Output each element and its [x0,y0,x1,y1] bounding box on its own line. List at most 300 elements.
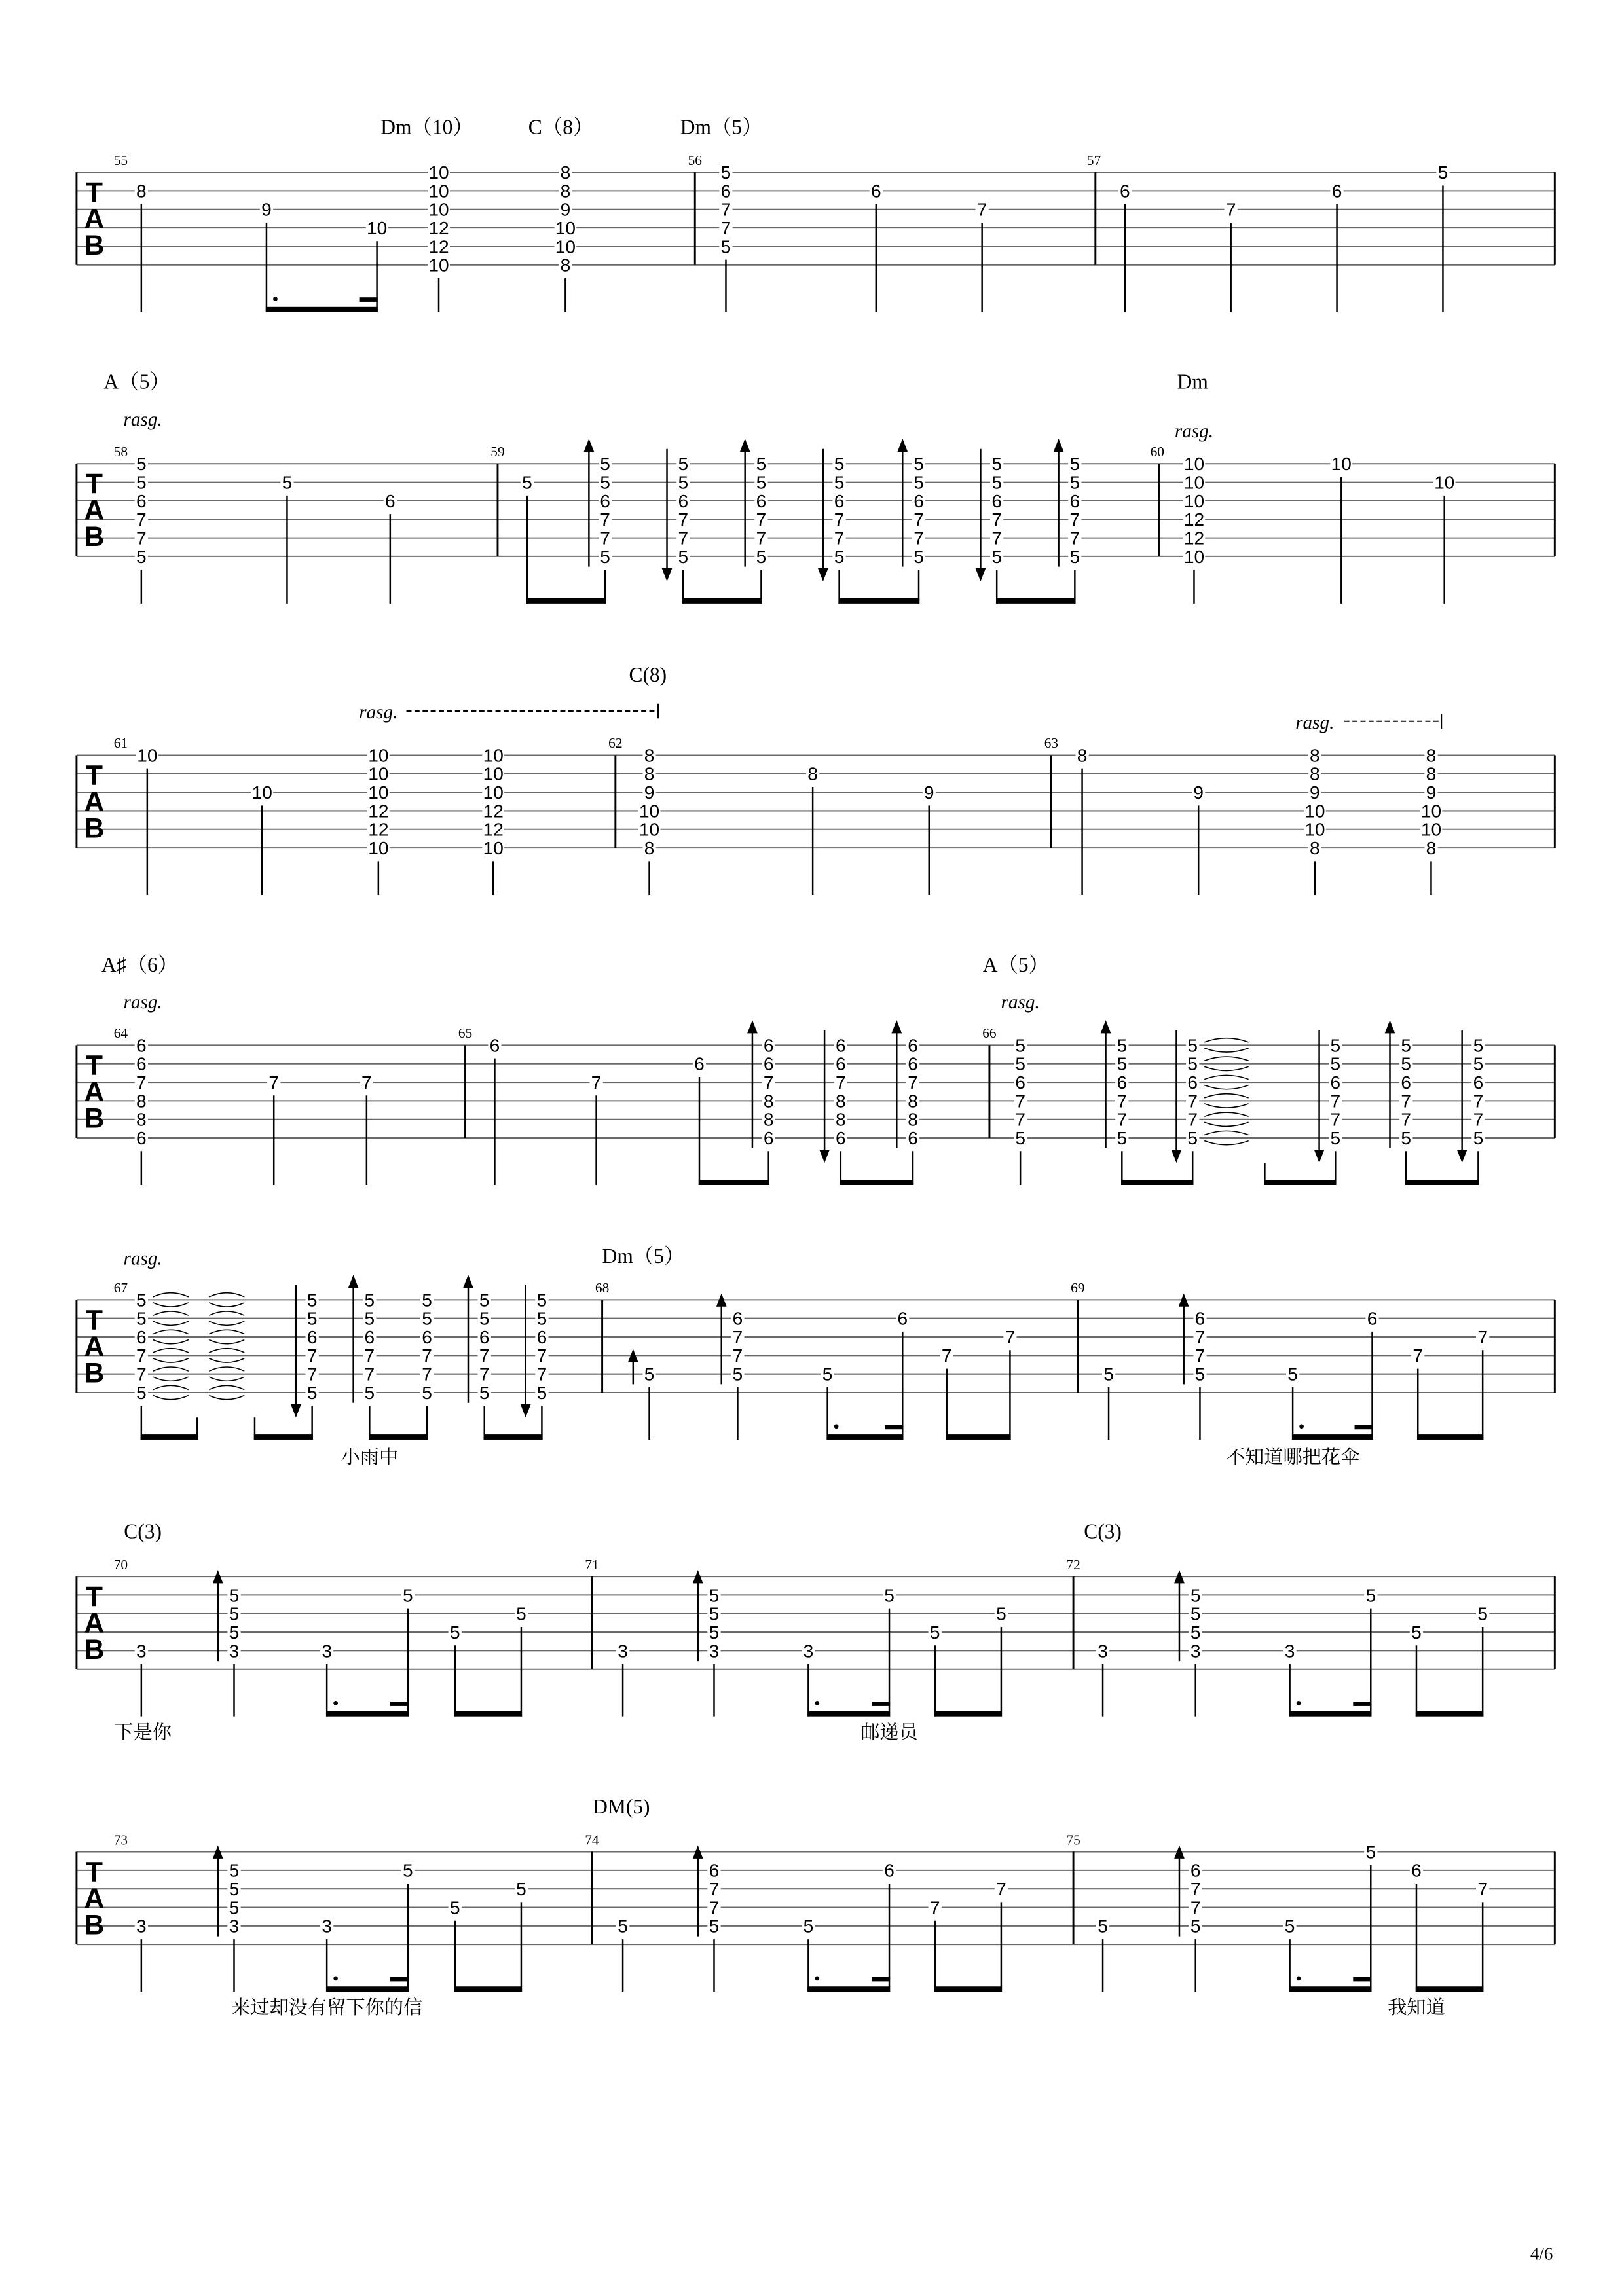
tab-clef-letter: T [85,177,103,209]
fret-number: 5 [822,1364,833,1385]
fret-number: 10 [555,236,576,257]
fret-number: 7 [1477,1879,1488,1900]
fret-number: 3 [618,1641,628,1662]
tab-clef-letter: B [84,1633,105,1666]
fret-number: 5 [600,546,610,567]
fret-number: 5 [991,472,1002,493]
lyric-text: 小雨中 [341,1446,399,1468]
chord-label: Dm（5） [602,1245,685,1268]
fret-number: 10 [368,782,389,803]
measure-number: 67 [113,1280,128,1296]
fret-number: 10 [1183,454,1205,475]
fret-number: 5 [229,1585,240,1606]
fret-number: 7 [361,1072,372,1093]
fret-number: 9 [644,782,655,803]
fret-number: 5 [449,1897,460,1918]
fret-number: 6 [756,490,767,511]
lyric-text: 邮递员 [860,1722,918,1743]
fret-number: 12 [1183,509,1205,530]
fret-number: 10 [1434,472,1455,493]
fret-number: 8 [1077,745,1088,766]
fret-number: 7 [536,1345,547,1366]
fret-number: 5 [929,1622,940,1643]
fret-number: 6 [694,1053,705,1074]
fret-number: 7 [136,1072,147,1093]
fret-number: 8 [763,1091,774,1112]
fret-number: 10 [1331,454,1352,475]
fret-number: 10 [368,745,389,766]
sixteenth-beam [1353,1977,1371,1982]
fret-number: 6 [1194,1308,1206,1329]
fret-number: 7 [1015,1109,1025,1130]
fret-number: 5 [834,472,845,493]
fret-number: 5 [1187,1127,1198,1148]
measure-number: 71 [585,1556,599,1573]
fret-number: 5 [1190,1603,1201,1624]
tab-clef-letter: B [84,1357,105,1389]
fret-number: 9 [560,199,571,220]
fret-number: 5 [834,546,845,567]
fret-number: 5 [913,546,924,567]
fret-number: 5 [1437,162,1449,183]
lyric-text: 不知道哪把花伞 [1225,1446,1360,1468]
fret-number: 7 [834,528,845,549]
fret-number: 5 [136,1382,147,1403]
fret-number: 5 [1401,1053,1412,1074]
fret-number: 6 [834,490,845,511]
beam [1417,1434,1483,1440]
fret-number: 5 [1187,1035,1198,1056]
fret-number: 5 [229,1603,240,1624]
rhythm-dot [333,1977,338,1981]
fret-number: 7 [1116,1109,1128,1130]
fret-number: 7 [1015,1091,1025,1112]
fret-number: 7 [364,1364,375,1385]
fret-number: 5 [306,1382,318,1403]
fret-number: 8 [560,162,571,183]
measure-number: 62 [608,735,623,752]
beam [934,1986,1002,1992]
rhythm-dot [333,1701,338,1705]
beam [682,598,762,604]
fret-number: 6 [897,1308,908,1329]
sixteenth-beam [872,1702,890,1706]
fret-number: 5 [1365,1842,1376,1863]
fret-number: 7 [536,1364,547,1385]
fret-number: 8 [908,1109,918,1130]
beam [996,598,1075,604]
measure-number: 59 [490,444,505,460]
fret-number: 7 [600,509,610,530]
fret-number: 5 [1116,1035,1128,1056]
fret-number: 7 [1069,528,1080,549]
fret-number: 10 [638,801,660,822]
fret-number: 5 [1330,1053,1341,1074]
fret-number: 12 [483,801,504,822]
measure-number: 70 [113,1556,128,1573]
page-number: 4/6 [1530,2244,1553,2264]
fret-number: 6 [1119,181,1130,202]
fret-number: 5 [1473,1127,1484,1148]
fret-number: 8 [763,1109,774,1130]
chord-label: C（8） [528,115,594,139]
rhythm-dot [815,1701,819,1705]
fret-number: 5 [402,1585,413,1606]
fret-number: 5 [996,1603,1006,1624]
fret-number: 5 [364,1290,375,1311]
fret-number: 9 [261,199,272,220]
fret-number: 5 [1194,1364,1206,1385]
fret-number: 5 [720,236,731,257]
fret-number: 8 [644,763,655,784]
measure-number: 58 [113,444,128,460]
fret-number: 7 [732,1345,743,1366]
fret-number: 6 [1069,490,1080,511]
lyric-text: 下是你 [114,1722,172,1743]
tab-clef-letter: A [84,494,105,526]
fret-number: 5 [1069,546,1080,567]
fret-number: 5 [1116,1053,1128,1074]
fret-number: 6 [678,490,689,511]
fret-number: 6 [136,1053,147,1074]
fret-number: 7 [136,1345,147,1366]
fret-number: 6 [763,1035,774,1056]
measure-number: 69 [1071,1280,1085,1296]
measure-number: 74 [585,1832,599,1848]
fret-number: 3 [1190,1641,1201,1662]
beam [1289,1711,1371,1717]
beam [484,1434,543,1440]
fret-number: 6 [1411,1860,1422,1881]
beam [326,1711,409,1717]
fret-number: 6 [720,181,731,202]
fret-number: 6 [1331,181,1342,202]
fret-number: 6 [908,1053,918,1074]
fret-number: 7 [678,528,689,549]
fret-number: 5 [1411,1622,1422,1643]
fret-number: 5 [422,1382,432,1403]
fret-number: 6 [1473,1072,1484,1093]
beam [266,307,378,312]
fret-number: 8 [1426,763,1437,784]
fret-number: 10 [483,782,504,803]
fret-number: 5 [709,1916,720,1937]
fret-number: 10 [137,745,158,766]
tab-clef-letter: B [84,1102,105,1135]
fret-number: 5 [913,472,924,493]
fret-number: 10 [638,819,660,840]
fret-number: 5 [756,472,767,493]
fret-number: 7 [1069,509,1080,530]
fret-number: 5 [536,1382,547,1403]
rasg-label: rasg. [1174,420,1214,442]
fret-number: 8 [1426,745,1437,766]
fret-number: 7 [1477,1326,1488,1347]
fret-number: 8 [644,837,655,858]
fret-number: 7 [1190,1879,1201,1900]
fret-number: 3 [1284,1641,1295,1662]
fret-number: 6 [908,1127,918,1148]
beam [141,1434,198,1440]
fret-number: 10 [428,199,449,220]
fret-number: 6 [763,1053,774,1074]
fret-number: 5 [803,1916,814,1937]
fret-number: 5 [709,1585,720,1606]
measure-number: 66 [982,1025,997,1042]
beam [934,1711,1002,1717]
fret-number: 8 [560,181,571,202]
fret-number: 6 [763,1127,774,1148]
fret-number: 8 [836,1091,846,1112]
fret-number: 7 [913,509,924,530]
fret-number: 7 [908,1072,918,1093]
fret-number: 5 [1098,1916,1108,1937]
rhythm-dot [1297,1701,1301,1705]
tab-clef-letter: T [85,1304,103,1336]
fret-number: 7 [709,1879,720,1900]
fret-number: 5 [1401,1127,1412,1148]
fret-number: 5 [479,1290,490,1311]
fret-number: 6 [1116,1072,1128,1093]
fret-number: 5 [644,1364,655,1385]
fret-number: 5 [1365,1585,1376,1606]
beam [1416,1711,1483,1717]
rhythm-dot [1297,1977,1301,1981]
fret-number: 9 [1193,782,1204,803]
fret-number: 5 [1190,1916,1201,1937]
fret-number: 10 [368,837,389,858]
fret-number: 5 [678,454,689,475]
fret-number: 7 [929,1897,940,1918]
tab-clef-letter: T [85,468,103,500]
fret-number: 9 [1426,782,1437,803]
fret-number: 5 [479,1308,490,1329]
lyric-text: 我知道 [1388,1997,1445,2018]
fret-number: 5 [229,1897,240,1918]
fret-number: 6 [913,490,924,511]
fret-number: 7 [268,1072,280,1093]
tab-clef-letter: A [84,1607,105,1639]
fret-number: 6 [836,1053,846,1074]
beam [699,1180,769,1185]
measure-number: 61 [113,735,128,752]
fret-number: 7 [763,1072,774,1093]
fret-number: 5 [1015,1127,1025,1148]
fret-number: 7 [756,509,767,530]
fret-number: 10 [368,763,389,784]
fret-number: 6 [364,1326,375,1347]
fret-number: 6 [836,1127,846,1148]
chord-label: Dm（10） [380,115,473,139]
fret-number: 7 [364,1345,375,1366]
measure-number: 75 [1066,1832,1080,1848]
fret-number: 10 [428,255,449,276]
fret-number: 3 [709,1641,720,1662]
rasg-label: rasg. [1001,992,1040,1013]
fret-number: 6 [479,1326,490,1347]
measure-number: 63 [1044,735,1059,752]
fret-number: 10 [1183,546,1205,567]
fret-number: 5 [479,1382,490,1403]
fret-number: 5 [600,472,610,493]
fret-number: 6 [836,1035,846,1056]
fret-number: 5 [1069,472,1080,493]
fret-number: 10 [483,763,504,784]
beam [807,1711,890,1717]
tab-clef-letter: A [84,786,105,818]
fret-number: 5 [516,1603,526,1624]
fret-number: 5 [136,472,147,493]
fret-number: 6 [1187,1072,1198,1093]
fret-number: 5 [884,1585,895,1606]
fret-number: 7 [991,509,1002,530]
tab-clef-letter: B [84,521,105,553]
fret-number: 3 [803,1641,814,1662]
beam [840,1180,913,1185]
beam [1121,1180,1193,1185]
fret-number: 5 [536,1308,547,1329]
chord-label: A（5） [103,370,170,393]
fret-number: 7 [306,1345,318,1366]
fret-number: 7 [136,1364,147,1385]
rasg-label: rasg. [123,1248,162,1269]
tab-clef-letter: B [84,229,105,261]
fret-number: 5 [136,454,147,475]
tab-clef-letter: B [84,812,105,845]
chord-label: C(8) [629,663,667,687]
fret-number: 8 [136,1091,147,1112]
tab-clef-letter: A [84,203,105,235]
lyric-text: 来过却没有留下你的信 [231,1997,423,2018]
fret-number: 7 [913,528,924,549]
fret-number: 7 [1190,1897,1201,1918]
measure-number: 57 [1086,152,1101,168]
fret-number: 5 [402,1860,413,1881]
fret-number: 8 [560,255,571,276]
tab-clef-letter: T [85,1049,103,1082]
fret-number: 7 [1401,1109,1412,1130]
fret-number: 7 [991,528,1002,549]
fret-number: 6 [709,1860,720,1881]
fret-number: 7 [1330,1091,1341,1112]
beam [254,1434,313,1440]
fret-number: 5 [991,546,1002,567]
beam [838,598,919,604]
fret-number: 5 [991,454,1002,475]
fret-number: 5 [422,1308,432,1329]
fret-number: 7 [720,199,731,220]
fret-number: 7 [678,509,689,530]
fret-number: 5 [732,1364,743,1385]
measure-number: 73 [113,1832,128,1848]
measure-number: 68 [595,1280,610,1296]
fret-number: 5 [600,454,610,475]
fret-number: 7 [1194,1326,1206,1347]
fret-number: 7 [1225,199,1236,220]
fret-number: 5 [618,1916,628,1937]
fret-number: 6 [1330,1072,1341,1093]
fret-number: 6 [908,1035,918,1056]
chord-label: Dm（5） [680,115,763,139]
fret-number: 8 [136,1109,147,1130]
fret-number: 5 [756,454,767,475]
fret-number: 9 [1310,782,1320,803]
fret-number: 8 [807,763,818,784]
fret-number: 5 [282,472,293,493]
sixteenth-beam [390,1702,409,1706]
sixteenth-beam [885,1425,903,1429]
fret-number: 8 [1310,745,1320,766]
rhythm-dot [273,297,278,301]
fret-number: 7 [720,217,731,238]
fret-number: 6 [1401,1072,1412,1093]
fret-number: 5 [756,546,767,567]
fret-number: 5 [364,1382,375,1403]
fret-number: 7 [996,1879,1006,1900]
beam [454,1711,522,1717]
fret-number: 5 [1287,1364,1298,1385]
fret-number: 7 [1005,1326,1016,1347]
fret-number: 7 [1187,1091,1198,1112]
fret-number: 7 [600,528,610,549]
fret-number: 7 [1194,1345,1206,1366]
fret-number: 3 [1098,1641,1108,1662]
fret-number: 7 [834,509,845,530]
measure-number: 72 [1066,1556,1080,1573]
fret-number: 5 [1187,1053,1198,1074]
fret-number: 5 [1284,1916,1295,1937]
fret-number: 6 [489,1035,500,1056]
fret-number: 8 [136,181,147,202]
beam [807,1986,890,1992]
beam [526,598,606,604]
fret-number: 5 [306,1308,318,1329]
chord-label: Dm [1177,370,1208,393]
rhythm-dot [834,1424,839,1429]
fret-number: 6 [136,1127,147,1148]
fret-number: 12 [428,236,449,257]
rasg-label: rasg. [359,702,398,723]
sixteenth-beam [1353,1702,1371,1706]
beam [454,1986,522,1992]
fret-number: 5 [678,472,689,493]
tab-clef-letter: A [84,1882,105,1914]
fret-number: 8 [908,1091,918,1112]
fret-number: 5 [1103,1364,1114,1385]
fret-number: 8 [1426,837,1437,858]
fret-number: 7 [591,1072,602,1093]
fret-number: 5 [1473,1053,1484,1074]
sixteenth-beam [1355,1425,1373,1429]
rasg-label: rasg. [1295,712,1335,733]
rasg-label: rasg. [123,409,162,430]
fret-number: 5 [422,1290,432,1311]
beam [1416,1986,1483,1992]
beam [326,1986,409,1992]
fret-number: 5 [1015,1053,1025,1074]
fret-number: 5 [1330,1035,1341,1056]
fret-number: 8 [1310,763,1320,784]
fret-number: 8 [1310,837,1320,858]
fret-number: 3 [229,1916,240,1937]
chord-label: A♯（6） [101,953,179,976]
fret-number: 7 [136,528,147,549]
fret-number: 9 [923,782,934,803]
fret-number: 7 [479,1345,490,1366]
fret-number: 10 [1304,819,1325,840]
fret-number: 7 [976,199,987,220]
measure-number: 60 [1150,444,1164,460]
